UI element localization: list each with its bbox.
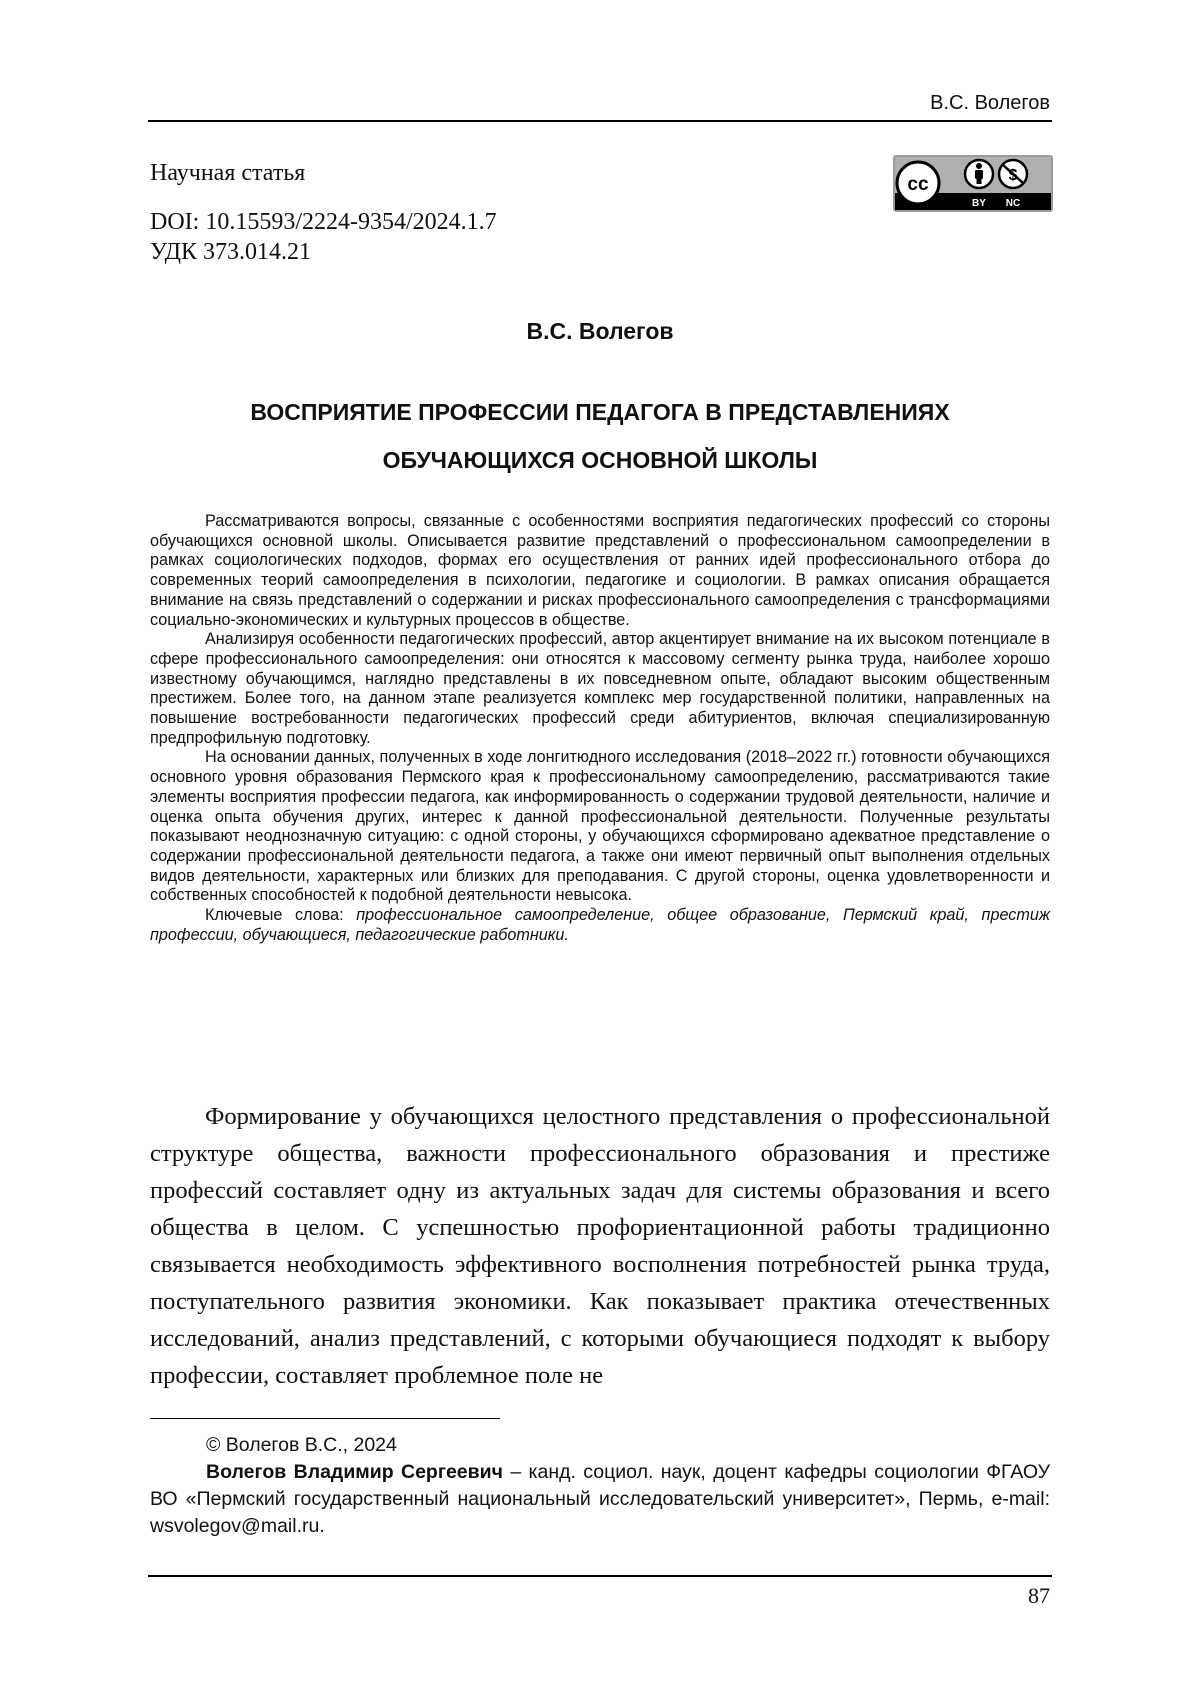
page-number: 87 [1028, 1583, 1050, 1609]
article-title [150, 388, 1050, 484]
abstract-paragraph-1: Рассматриваются вопросы, связанные с особенностями восприятия педагогических профессий со стороны обучающихся основной школы. Описывается развитие представлений о профессиональном самоопределении в рамках социологических подходов, формах его осуществления от ранних идей профессионального отбора до современных теорий самоопределения в психологии, педагогике и социологии. В рамках описания обращается внимание на связь представлений о содержании и рисках профессионального самоопределения с трансформациями социально-экономических и культурных процессов в обществе. [150, 512, 1050, 630]
by-label: BY [972, 198, 986, 209]
cc-by-nc-license-badge [893, 155, 1053, 212]
body-text [150, 1098, 1050, 1394]
title-line-2: ОБУЧАЮЩИХСЯ ОСНОВНОЙ ШКОЛЫ [150, 436, 1050, 484]
license-badge-graphic [895, 157, 1051, 210]
footnote-divider [150, 1418, 500, 1419]
keywords-text: профессиональное самоопределение, общее образование, Пермский край, престиж профессии, обучающиеся, педагогические работники. [150, 906, 1050, 944]
header-divider [148, 120, 1052, 122]
nc-icon [999, 160, 1027, 188]
abstract-paragraph-2: Анализируя особенности педагогических профессий, автор акцентирует внимание на их высоком потенциале в сфере профессионального самоопределения: они относятся к массовому сегменту рынка труда, наиболее хорошо известному обучающимся, наглядно представлены в их повседневном опыте, обладают высоким общественным престижем. Более того, на данном этапе реализуется комплекс мер государственной политики, направленных на повышение востребованности педагогических профессий среди абитуриентов, включая специализированную предпрофильную подготовку. [150, 630, 1050, 748]
abstract [150, 512, 1050, 945]
keywords-label: Ключевые слова: [205, 906, 344, 924]
article-type: Научная статья [150, 160, 305, 187]
by-icon [965, 160, 993, 188]
cc-icon [897, 162, 939, 204]
title-line-1: ВОСПРИЯТИЕ ПРОФЕССИИ ПЕДАГОГА В ПРЕДСТАВЛЕНИЯХ [150, 388, 1050, 436]
footnotes [150, 1432, 1050, 1540]
copyright-note: © Волегов В.С., 2024 [150, 1432, 1050, 1459]
doi: DOI: 10.15593/2224-9354/2024.1.7 [150, 209, 497, 236]
keywords [150, 906, 1050, 945]
abstract-paragraph-3: На основании данных, полученных в ходе лонгитюдного исследования (2018–2022 гг.) готовности обучающихся основного уровня образования Пермского края к профессиональному самоопределению, рассматриваются такие элементы восприятия профессии педагога, как информированность о содержании трудовой деятельности, наличие и оценка опыта обучения других, интерес к данной профессиональной деятельности. Полученные результаты показывают неоднозначную ситуацию: с одной стороны, у обучающихся сформировано адекватное представление о содержании профессиональной деятельности педагога, а также они имеют первичный опыт выполнения отдельных видов деятельности, характерных или близких для преподавания. С другой стороны, оценка удовлетворенности и собственных способностей к подобной деятельности невысока. [150, 748, 1050, 906]
body-paragraph-1: Формирование у обучающихся целостного представления о профессиональной структуре общества, важности профессионального образования и престиже профессий составляет одну из актуальных задач для системы образования и всего общества в целом. С успешностью профориентационной работы традиционно связывается необходимость эффективного восполнения потребностей рынка труда, поступательного развития экономики. Как показывает практика отечественных исследований, анализ представлений, с которыми обучающиеся подходят к выбору профессии, составляет проблемное поле не [150, 1098, 1050, 1394]
author-note [150, 1459, 1050, 1540]
author-full-name: Волегов Владимир Сергеевич [206, 1461, 503, 1483]
author-affiliation: – канд. социол. наук, доцент кафедры социологии ФГАОУ ВО «Пермский государственный национальный исследовательский университет», Пермь, e-mail: wsvolegov@mail.ru. [150, 1461, 1050, 1537]
footer-divider [148, 1575, 1052, 1577]
udk: УДК 373.014.21 [150, 239, 311, 266]
svg-text:cc: cc [907, 174, 929, 195]
nc-label: NC [1006, 198, 1020, 209]
article-author: В.С. Волегов [0, 318, 1200, 345]
running-header-author: В.С. Волегов [930, 92, 1050, 115]
